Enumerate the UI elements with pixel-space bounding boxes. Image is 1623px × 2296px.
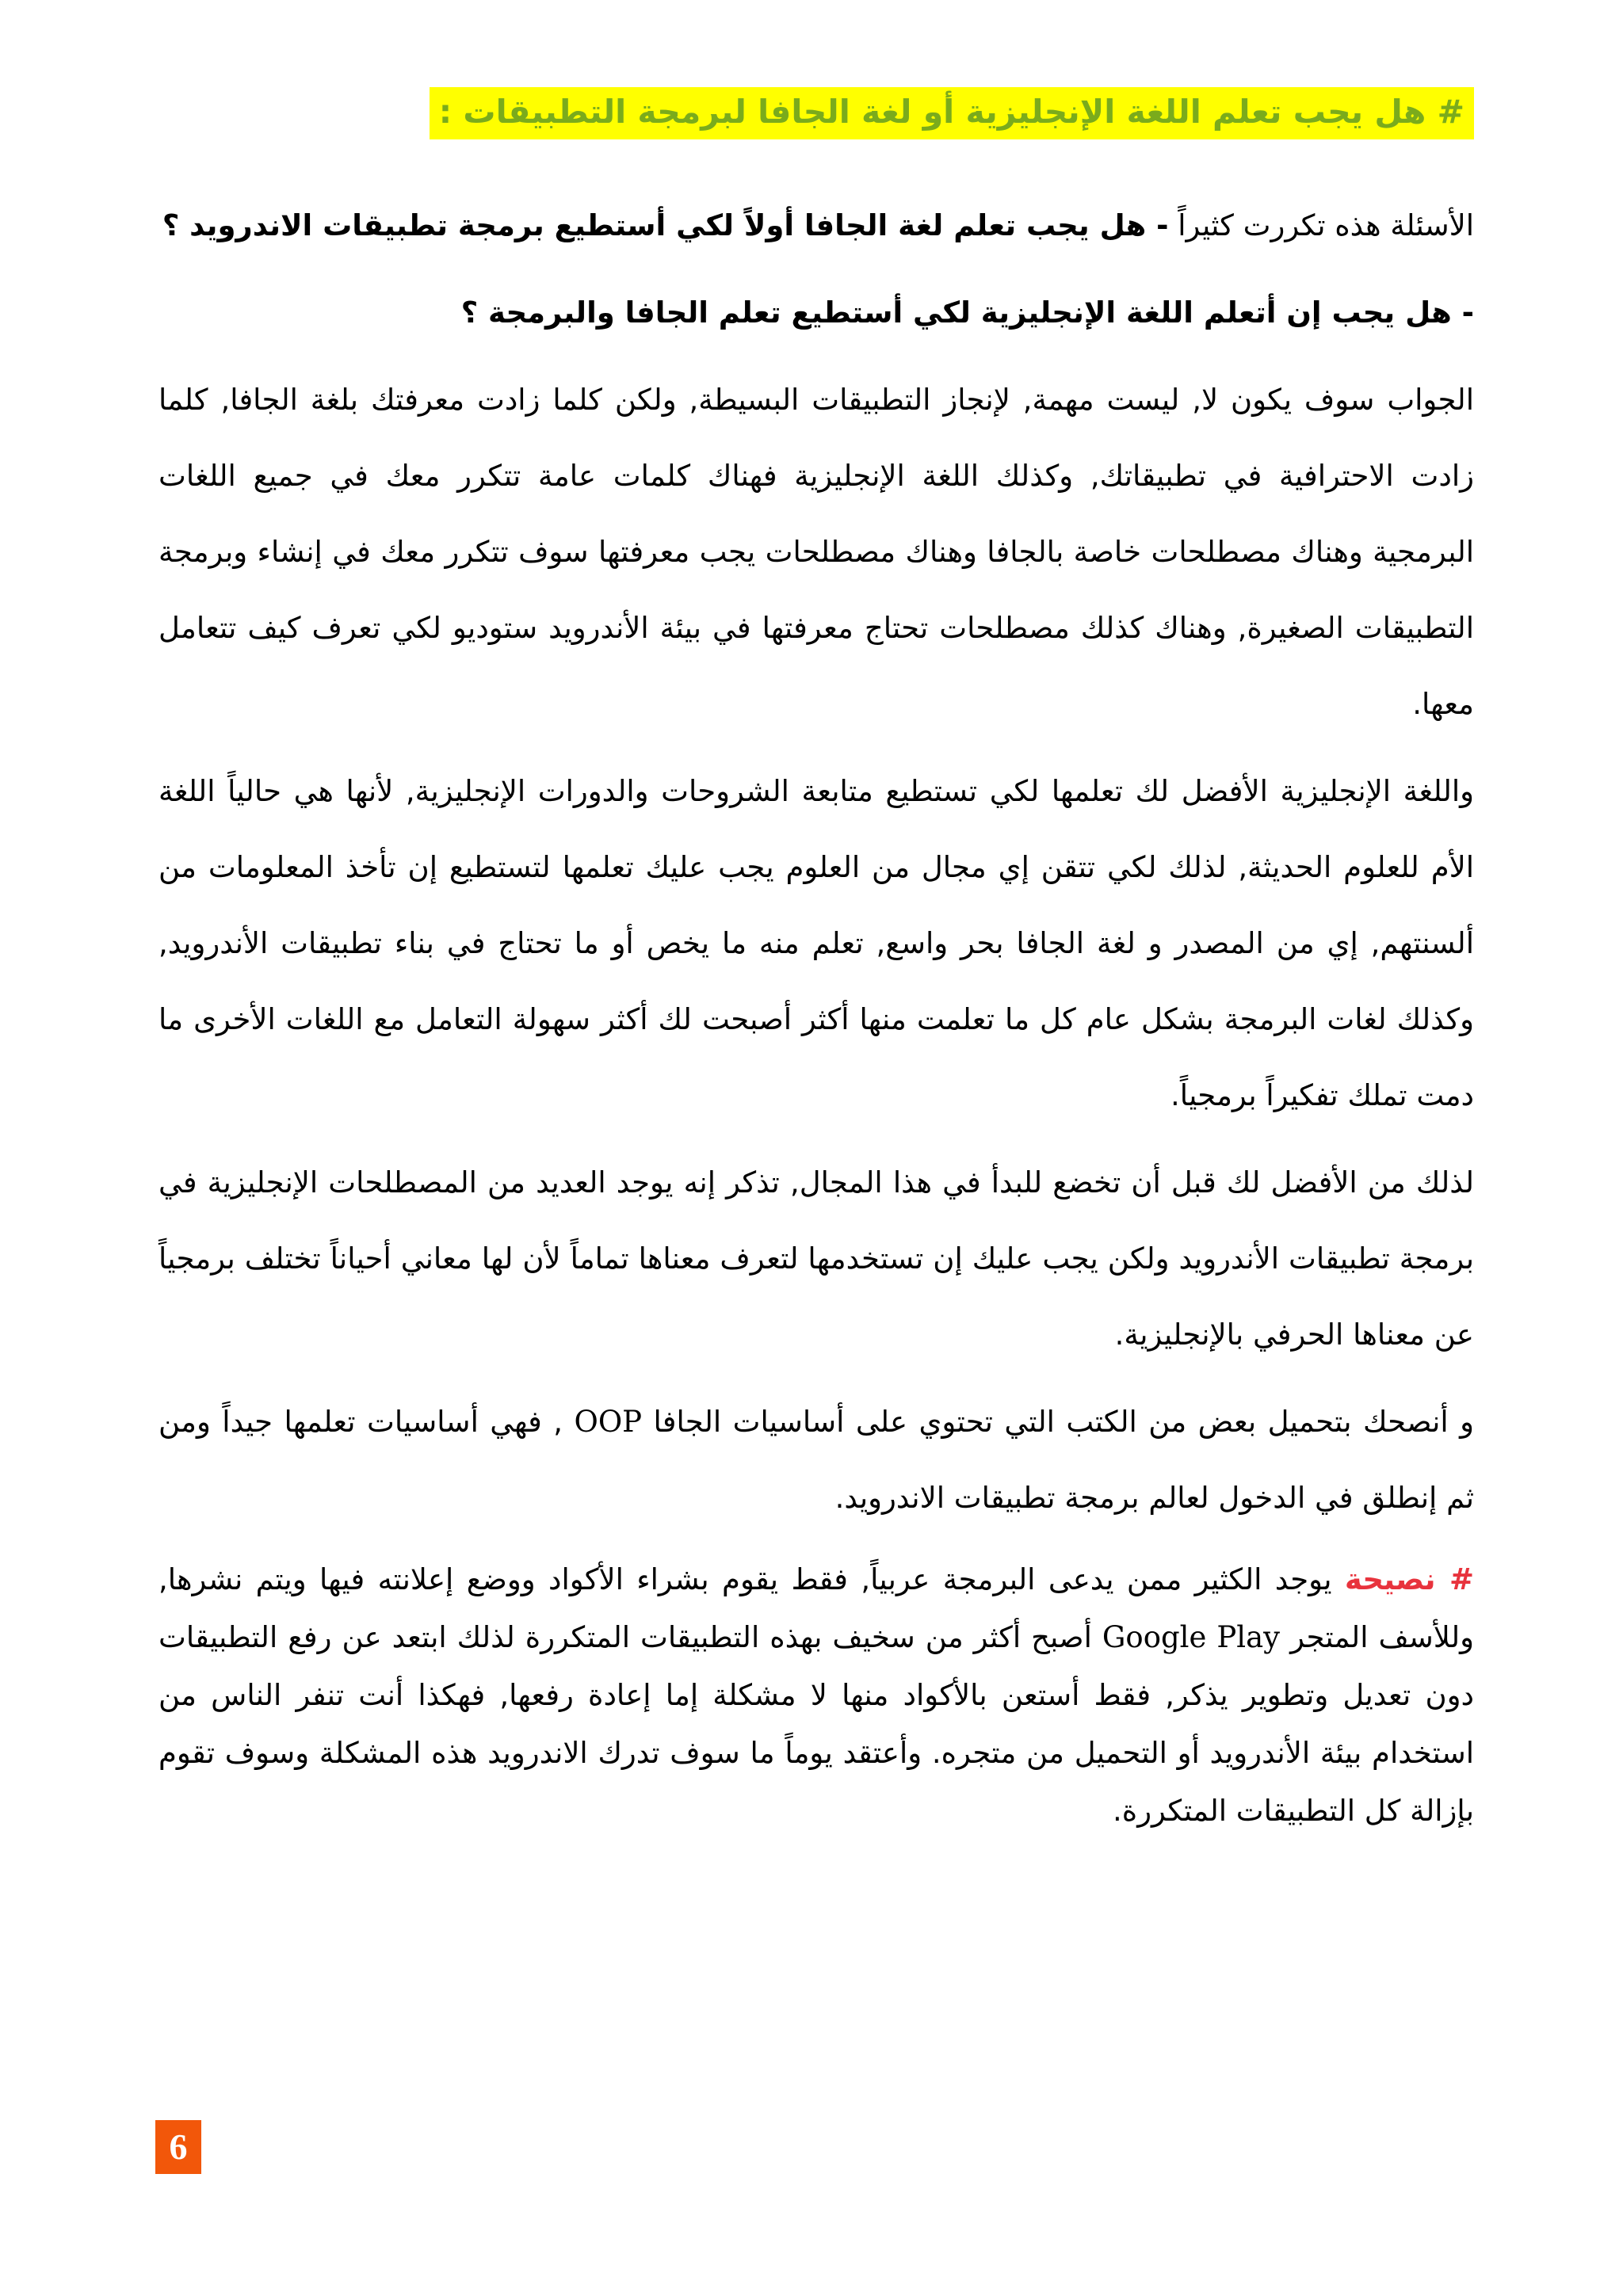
english-paragraph: واللغة الإنجليزية الأفضل لك تعلمها لكي تستطيع متابعة الشروحات والدورات الإنجليزية, لأنها هي حالياً اللغة الأم للعلوم الحديثة, لذلك لكي تتقن إي مجال من العلوم يجب عليك تعلمها لتستطيع إن تأخذ المعلومات من ألسنتهم, إي من المصدر و لغة الجافا بحر واسع, تعلم منه ما يخص أو ما تحتاج في بناء تطبيقات الأندرويد, وكذلك لغات البرمجة بشكل عام كل ما تعلمت منها أكثر أصبحت لك أكثر سهولة التعامل مع اللغات الأخرى ما دمت تملك تفكيراً برمجياً. — [158, 774, 1474, 1112]
oop-before: و أنصحك بتحميل بعض من الكتب التي تحتوي على أساسيات الجافا — [653, 1405, 1474, 1439]
document-page — [158, 87, 1474, 1840]
intro-lead: الأسئلة هذه تكررت كثيراً — [1178, 208, 1474, 242]
google-play-term: Google Play — [1102, 1620, 1281, 1654]
advice-part-2: أصبح أكثر من سخيف بهذه التطبيقات المتكررة لذلك ابتعد عن رفع التطبيقات دون تعديل وتطوير يذكر, فقط أستعن بالأكواد منها لا مشكلة إما إعادة رفعها, فهكذا أنت تنفر الناس من استخدام بيئة الأندرويد أو التحميل من متجره. وأعتقد يوماً ما سوف تدرك الاندرويد هذه المشكلة وسوف تقوم بإزالة كل التطبيقات المتكررة. — [158, 1620, 1474, 1828]
oop-paragraph — [158, 1384, 1474, 1536]
question-2-paragraph — [158, 275, 1474, 351]
heading-highlight: # هل يجب تعلم اللغة الإنجليزية أو لغة الجافا لبرمجة التطبيقات : — [430, 87, 1474, 139]
intro-paragraph — [158, 188, 1474, 264]
question-1: - هل يجب تعلم لغة الجافا أولاً لكي أستطيع برمجة تطبيقات الاندرويد ؟ — [162, 208, 1169, 242]
section-heading — [158, 87, 1474, 142]
advice-part-1: يوجد الكثير ممن يدعى البرمجة عربياً, فقط يقوم بشراء الأكواد ووضع إعلانته فيها ويتم نشرها, وللأسف المتجر — [158, 1562, 1474, 1654]
advice-label: # نصيحة — [1344, 1562, 1475, 1596]
question-2: - هل يجب إن أتعلم اللغة الإنجليزية لكي أستطيع تعلم الجافا والبرمجة ؟ — [460, 296, 1474, 330]
oop-term: OOP — [574, 1405, 643, 1439]
terms-paragraph: لذلك من الأفضل لك قبل أن تخضع للبدأ في هذا المجال, تذكر إنه يوجد العديد من المصطلحات الإنجليزية في برمجة تطبيقات الأندرويد ولكن يجب عليك إن تستخدمها لتعرف معناها تماماً لأن لها معاني أحياناً تختلف برمجياً عن معناها الحرفي بالإنجليزية. — [158, 1165, 1474, 1352]
page-number: 6 — [155, 2120, 201, 2174]
oop-after: , فهي أساسيات تعلمها جيداً ومن ثم إنطلق في الدخول لعالم برمجة تطبيقات الاندرويد. — [158, 1405, 1474, 1515]
advice-paragraph — [158, 1550, 1474, 1840]
answer-paragraph: الجواب سوف يكون لا, ليست مهمة, لإنجاز التطبيقات البسيطة, ولكن كلما زادت معرفتك بلغة الجافا, كلما زادت الاحترافية في تطبيقاتك, وكذلك اللغة الإنجليزية فهناك كلمات عامة تتكرر معك في جميع اللغات البرمجية وهناك مصطلحات خاصة بالجافا وهناك مصطلحات يجب معرفتها سوف تتكرر معك في إنشاء وبرمجة التطبيقات الصغيرة, وهناك كذلك مصطلحات تحتاج معرفتها في بيئة الأندرويد ستوديو لكي تعرف كيف تتعامل معها. — [158, 383, 1474, 721]
